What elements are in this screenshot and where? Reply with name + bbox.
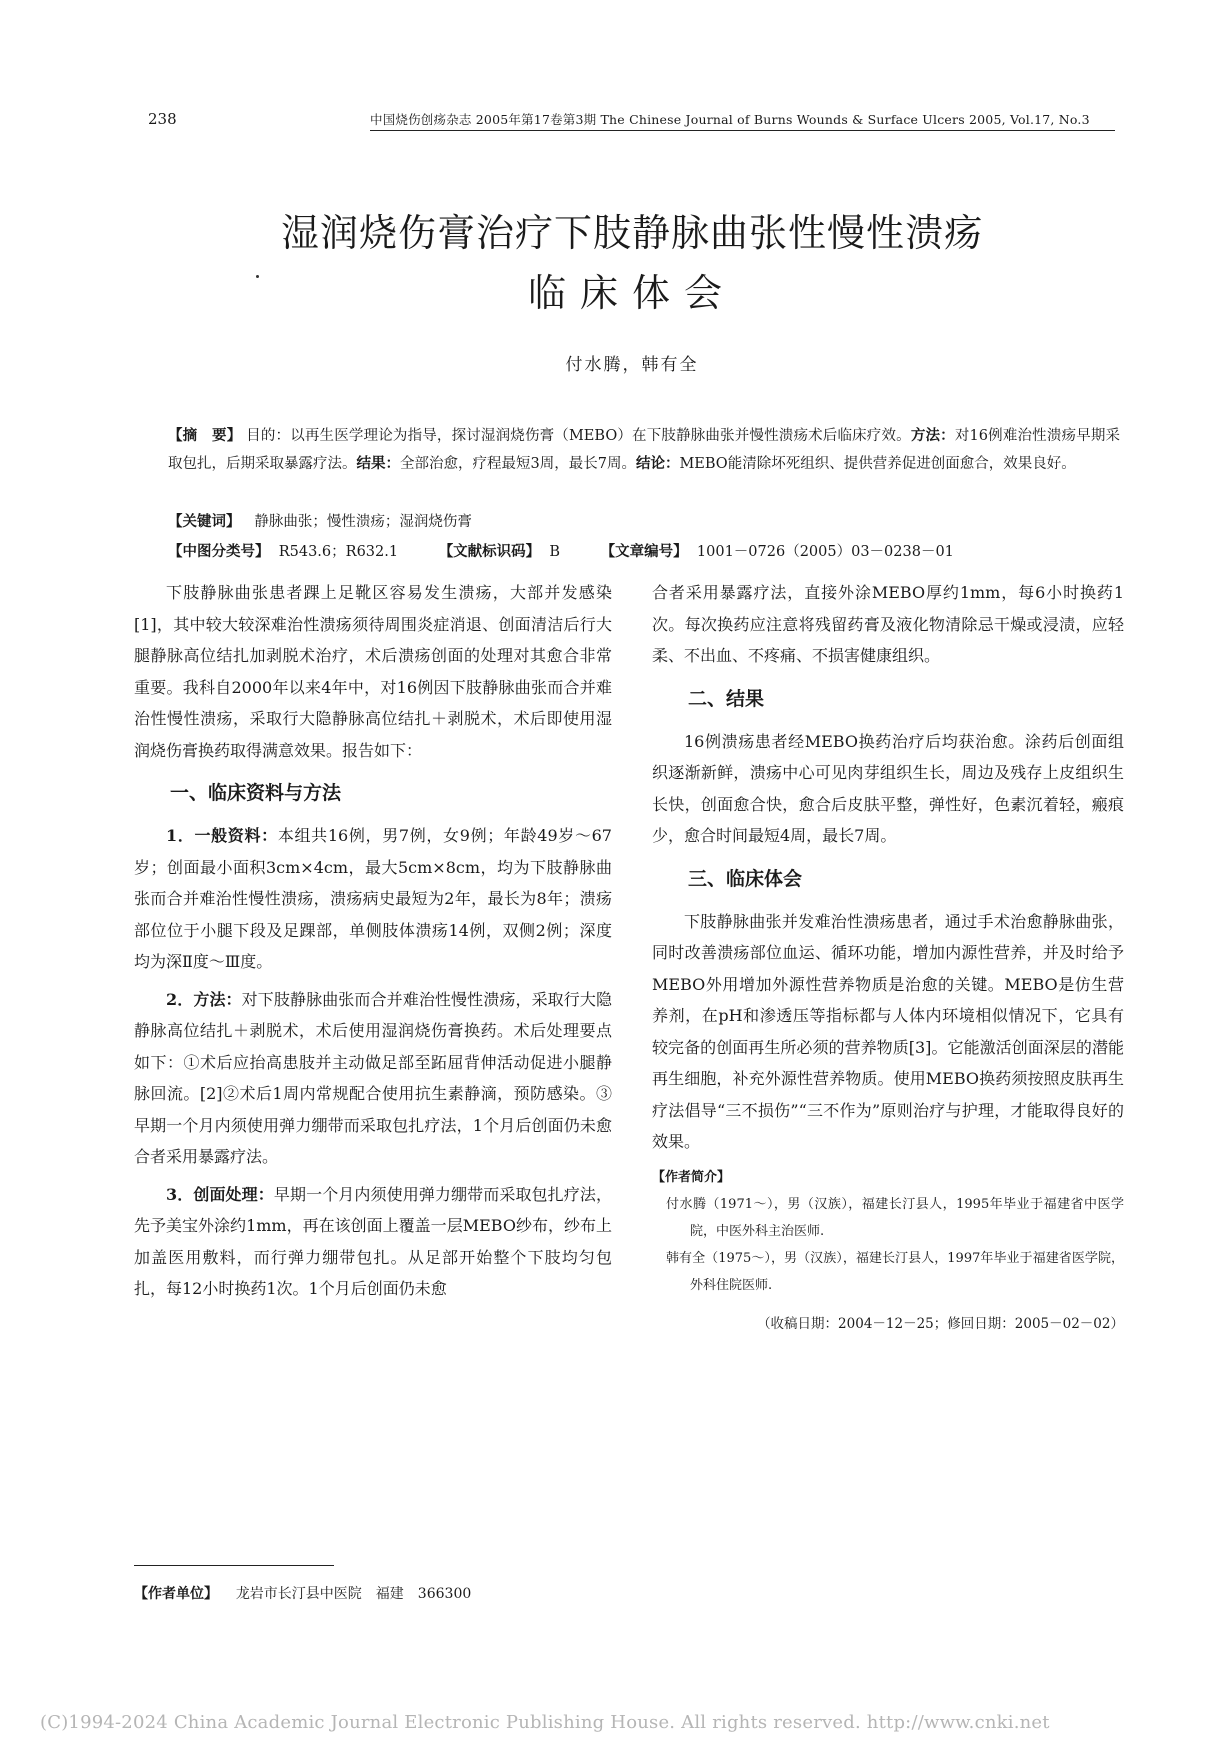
abstract-result-label: 结果： bbox=[356, 455, 400, 472]
general-data-text: 本组共16例，男7例，女9例；年龄49岁～67岁；创面最小面积3cm×4cm，最大5cm×8cm，均为下肢静脉曲张而合并难治性慢性溃疡，溃疡病史最短为2年，最长为8年；溃疡部位位于小腿下段及足踝部，单侧肢体溃疡14例，双侧2例；深度均为深Ⅱ度～Ⅲ度。 bbox=[134, 826, 612, 971]
authors: 付水腾，韩有全 bbox=[565, 355, 699, 375]
author-intro bbox=[652, 1164, 1124, 1299]
left-column bbox=[134, 577, 612, 1305]
results-paragraph: 16例溃疡患者经MEBO换药治疗后均获治愈。涂药后创面组织逐渐新鲜，溃疡中心可见肉芽组织生长，周边及残存上皮组织生长快，创面愈合快，愈合后皮肤平整，弹性好，色素沉着轻，瘢痕少，愈合时间最短4周，最长7周。 bbox=[652, 731, 1124, 845]
article-title-line2: 临床体会 bbox=[527, 271, 736, 315]
doc-code-label: 【文献标识码】 bbox=[438, 543, 541, 560]
abstract bbox=[168, 422, 1120, 478]
footnote-rule bbox=[134, 1565, 334, 1566]
clc-label: 【中图分类号】 bbox=[168, 543, 270, 560]
abstract-method-label: 方法： bbox=[910, 427, 955, 444]
wound-care-label: 3．创面处理： bbox=[166, 1184, 274, 1204]
abstract-result: 全部治愈，疗程最短3周，最长7周。 bbox=[400, 456, 636, 472]
keywords bbox=[168, 510, 472, 531]
article-title-line1: 湿润烧伤膏治疗下肢静脉曲张性慢性溃疡 bbox=[280, 211, 983, 255]
article-no-label: 【文章编号】 bbox=[600, 543, 688, 560]
page-number: 238 bbox=[148, 110, 177, 128]
wound-care-text: 早期一个月内须使用弹力绷带而采取包扎疗法，先予美宝外涂约1mm，再在该创面上覆盖一层MEBO纱布，纱布上加盖医用敷料，而行弹力绷带包扎。从足部开始整个下肢均匀包扎，每12小时换药1次。1个月后创面仍未愈 bbox=[134, 1184, 612, 1298]
general-data-label: 1．一般资料： bbox=[166, 826, 278, 845]
abstract-label: 【摘 要】 bbox=[168, 427, 242, 444]
method-label: 2．方法： bbox=[166, 989, 242, 1009]
running-head: 中国烧伤创疡杂志 2005年第17卷第3期 The Chinese Journal of Burns Wounds & Surface Ulcers 2005, Vol.17, No.3 bbox=[370, 110, 1115, 131]
method-paragraph bbox=[134, 984, 612, 1173]
doc-code-value: B bbox=[549, 544, 561, 560]
keywords-text: 静脉曲张；慢性溃疡；湿润烧伤膏 bbox=[254, 514, 472, 530]
author1-bio: 付水腾（1971～），男（汉族），福建长汀县人，1995年毕业于福建省中医学院，中医外科主治医师. bbox=[666, 1196, 1124, 1239]
author-unit-label: 【作者单位】 bbox=[134, 1586, 218, 1602]
author-intro-label: 【作者简介】 bbox=[652, 1169, 731, 1185]
intro-paragraph: 下肢静脉曲张患者踝上足靴区容易发生溃疡，大部并发感染[1]，其中较大较深难治性溃疡须待周围炎症消退、创面清洁后行大腿静脉高位结扎加剥脱术治疗，术后溃疡创面的处理对其愈合非常重要。我科自2000年以来4年中，对16例因下肢静脉曲张而合并难治性慢性溃疡，采取行大隐静脉高位结扎＋剥脱术，术后即使用湿润烧伤膏换药取得满意效果。报告如下： bbox=[134, 583, 612, 760]
classification-line bbox=[168, 540, 1118, 561]
right-column bbox=[652, 577, 1124, 1340]
author-unit bbox=[134, 1583, 471, 1603]
section2-heading: 二、结果 bbox=[688, 687, 765, 710]
author2-bio: 韩有全（1975～），男（汉族），福建长汀县人，1997年毕业于福建省医学院，外科住院医师. bbox=[666, 1250, 1124, 1293]
abstract-objective: 目的：以再生医学理论为指导，探讨湿润烧伤膏（MEBO）在下肢静脉曲张并慢性溃疡术后临床疗效。 bbox=[246, 428, 911, 444]
article-no-value: 1001－0726（2005）03－0238－01 bbox=[696, 544, 954, 560]
abstract-conclusion-label: 结论： bbox=[635, 455, 680, 472]
section3-heading: 三、临床体会 bbox=[688, 867, 803, 890]
author-unit-text: 龙岩市长汀县中医院 福建 366300 bbox=[235, 1586, 472, 1602]
section1-heading: 一、临床资料与方法 bbox=[170, 782, 342, 804]
continued-paragraph: 合者采用暴露疗法，直接外涂MEBO厚约1mm，每6小时换药1次。每次换药应注意将残留药膏及液化物清除忌干燥或浸渍，应轻柔、不出血、不疼痛、不损害健康组织。 bbox=[652, 583, 1124, 665]
method-text: 对下肢静脉曲张而合并难治性慢性溃疡，采取行大隐静脉高位结扎＋剥脱术，术后使用湿润烧伤膏换药。术后处理要点如下：①术后应抬高患肢并主动做足部至跖屈背伸活动促进小腿静脉回流。[2]②术后1周内常规配合使用抗生素静滴，预防感染。③早期一个月内须使用弹力绷带而采取包扎疗法，1个月后创面仍未愈合者采用暴露疗法。 bbox=[134, 989, 612, 1166]
keywords-label: 【关键词】 bbox=[168, 513, 241, 530]
received-dates: （收稿日期：2004－12－25；修回日期：2005－02－02） bbox=[757, 1315, 1124, 1332]
clc-value: R543.6；R632.1 bbox=[278, 544, 399, 560]
copyright-watermark: (C)1994-2024 China Academic Journal Electronic Publishing House. All rights reserved. http://www.cnki.net bbox=[40, 1712, 1050, 1733]
discussion-paragraph: 下肢静脉曲张并发难治性溃疡患者，通过手术治愈静脉曲张，同时改善溃疡部位血运、循环功能，增加内源性营养，并及时给予MEBO外用增加外源性营养物质是治愈的关键。MEBO是仿生营养剂，在pH和渗透压等指标都与人体内环境相似情况下，它具有较完备的创面再生所必须的营养物质[3]。它能激活创面深层的潜能再生细胞，补充外源性营养物质。使用MEBO换药须按照皮肤再生疗法倡导“三不损伤”“三不作为”原则治疗与护理，才能取得良好的效果。 bbox=[652, 911, 1124, 1151]
wound-care-paragraph bbox=[134, 1179, 612, 1305]
general-data-paragraph bbox=[134, 820, 612, 978]
abstract-method: 对16例难治性溃疡早期采取包扎，后期采取暴露疗法。 bbox=[168, 428, 1121, 472]
abstract-conclusion: MEBO能清除坏死组织、提供营养促进创面愈合，效果良好。 bbox=[679, 456, 1076, 472]
